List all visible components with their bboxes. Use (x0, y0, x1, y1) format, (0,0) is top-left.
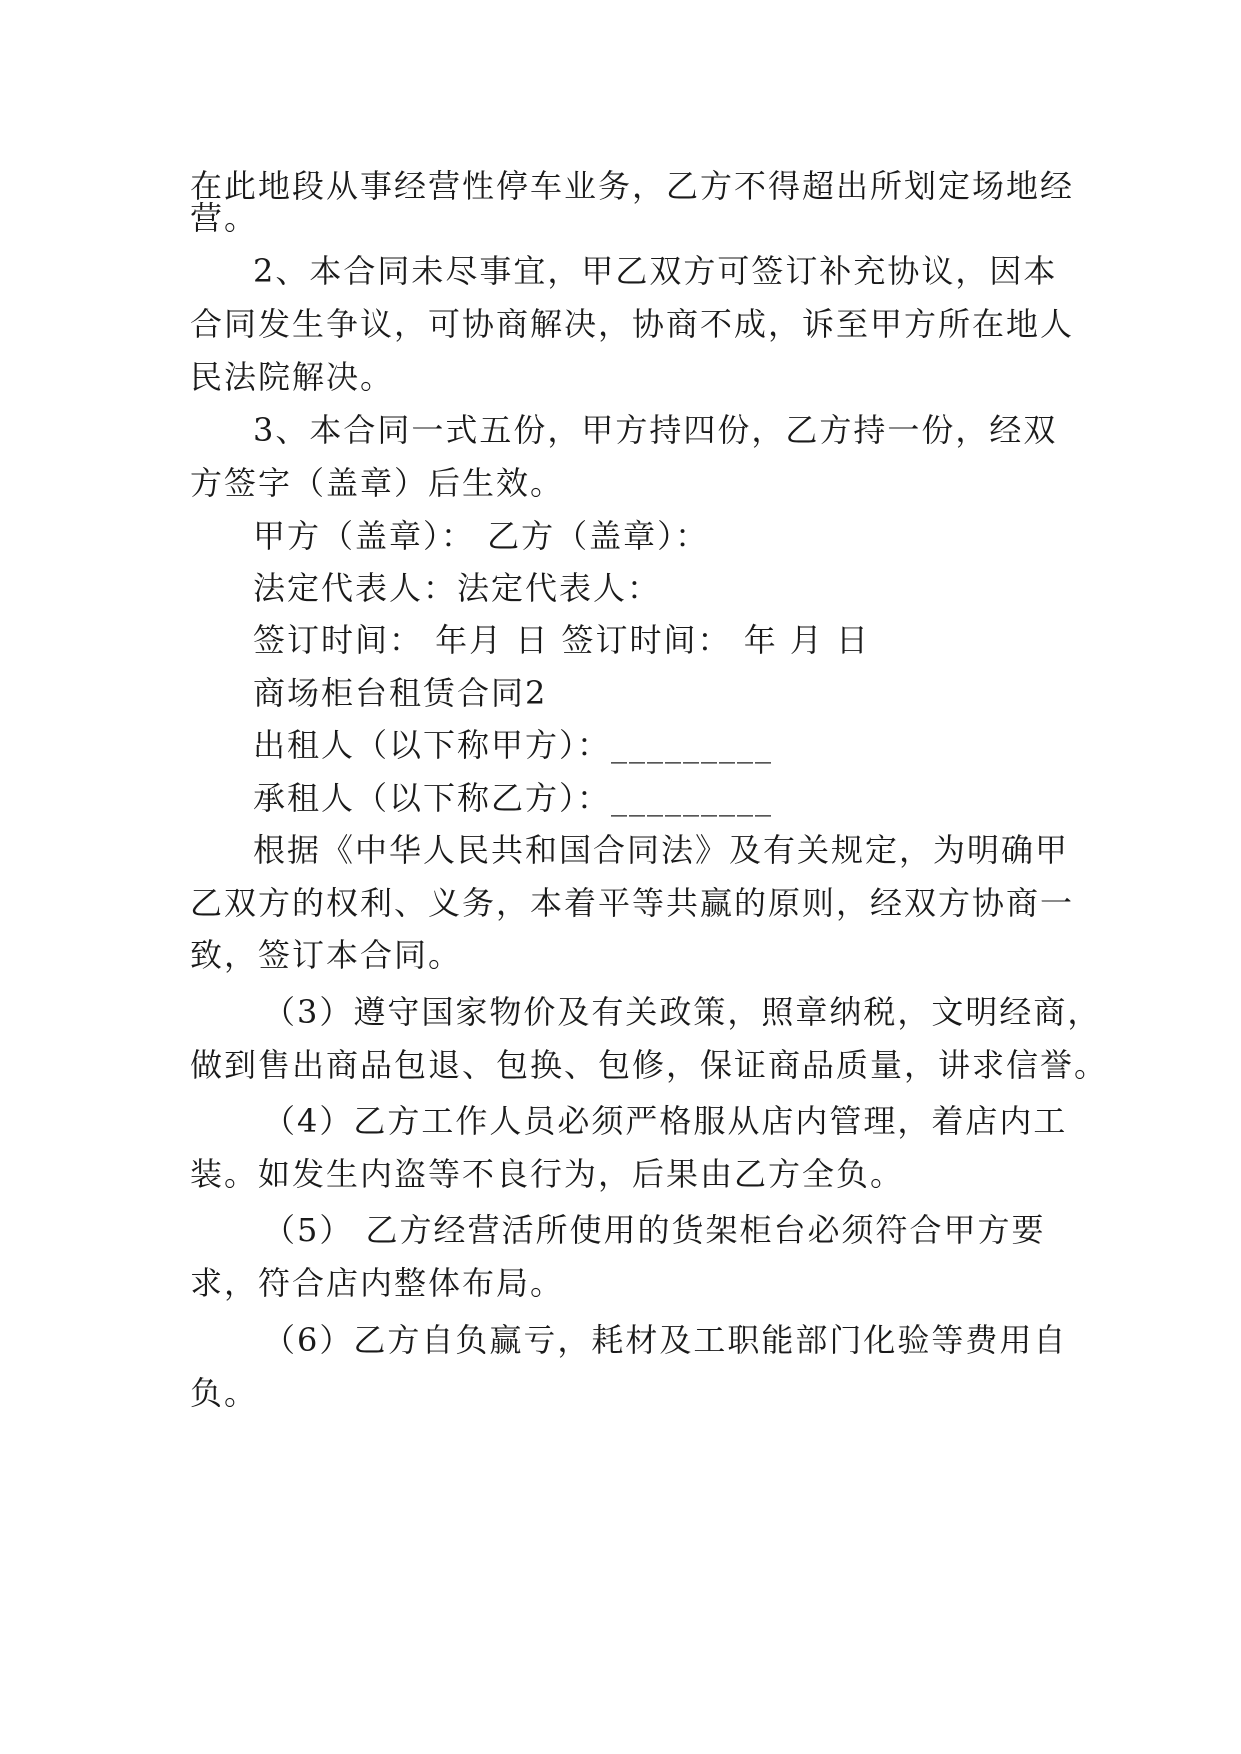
text-line: 负。 (190, 1374, 259, 1412)
text-line: （5） 乙方经营活所使用的货架柜台必须符合甲方要 (263, 1211, 1046, 1249)
text-line: 民法院解决。 (190, 358, 395, 396)
text-line: 2、本合同未尽事宜，甲乙双方可签订补充协议，因本 (253, 252, 1058, 290)
text-line: 法定代表人：法定代表人： (253, 569, 662, 607)
text-line: （3）遵守国家物价及有关政策，照章纳税，文明经商， (263, 993, 1102, 1031)
text-line: （4）乙方工作人员必须严格服从店内管理，着店内工 (263, 1102, 1068, 1140)
text-line: 营。 (190, 199, 259, 237)
text-line: 出租人（以下称甲方）：_________ (253, 726, 774, 764)
text-line: 致，签订本合同。 (190, 936, 463, 974)
text-line: 合同发生争议，可协商解决，协商不成，诉至甲方所在地人 (190, 305, 1075, 343)
text-line: 装。如发生内盗等不良行为，后果由乙方全负。 (190, 1155, 905, 1193)
text-line: 求，符合店内整体布局。 (190, 1264, 565, 1302)
text-line: 商场柜台租赁合同2 (253, 674, 548, 712)
text-line: 在此地段从事经营性停车业务，乙方不得超出所划定场地经 (190, 167, 1075, 205)
text-line: 做到售出商品包退、包换、包修，保证商品质量，讲求信誉。 (190, 1046, 1109, 1084)
text-line: 甲方（盖章）： 乙方（盖章）： (253, 517, 710, 555)
text-line: 3、本合同一式五份，甲方持四份，乙方持一份，经双 (253, 411, 1058, 449)
text-line: 方签字（盖章）后生效。 (190, 464, 565, 502)
text-line: 根据《中华人民共和国合同法》及有关规定，为明确甲 (253, 831, 1070, 869)
text-line: （6）乙方自负赢亏，耗材及工职能部门化验等费用自 (263, 1321, 1068, 1359)
text-line: 乙双方的权利、义务，本着平等共赢的原则，经双方协商一 (190, 884, 1075, 922)
text-line: 签订时间： 年月 日 签订时间： 年 月 日 (253, 621, 871, 659)
text-line: 承租人（以下称乙方）：_________ (253, 779, 774, 817)
